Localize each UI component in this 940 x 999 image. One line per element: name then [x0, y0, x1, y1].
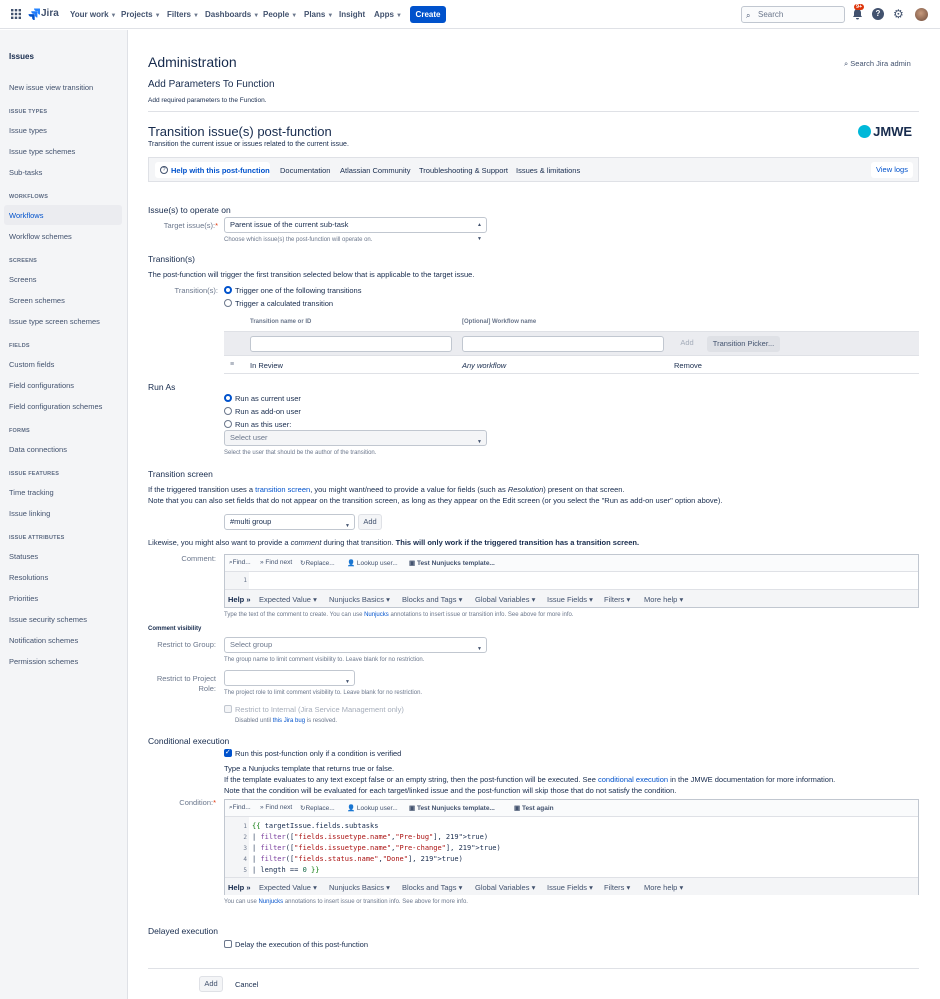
target-issues-select[interactable]: Parent issue of the current sub-task ▲ ▼ — [224, 217, 487, 233]
find-next-button[interactable]: » Find next — [260, 559, 293, 566]
workflow-name-input[interactable] — [462, 336, 664, 352]
sidebar-item-field-configurations[interactable]: Field configurations — [9, 381, 75, 390]
documentation-link[interactable]: Documentation — [280, 166, 331, 175]
troubleshooting-support-link[interactable]: Troubleshooting & Support — [419, 166, 508, 175]
app-switcher-icon[interactable] — [11, 9, 21, 19]
transition-screen-heading: Transition screen — [148, 469, 213, 479]
replace-button[interactable]: ↻Replace... — [300, 805, 335, 812]
line-number: 2 — [243, 834, 247, 841]
run-as-current-user-label: Run as current user — [235, 394, 301, 403]
run-as-heading: Run As — [148, 382, 176, 392]
restrict-internal-checkbox[interactable] — [224, 705, 232, 713]
jira-logo-icon — [28, 8, 40, 20]
nav-people[interactable]: People ▼ — [263, 10, 298, 19]
conditional-line3: Note that the condition will be evaluated for each target/linked issue and the post-function will skip those that do not satisfy the condition. — [224, 786, 677, 795]
issues-limitations-link[interactable]: Issues & limitations — [516, 166, 581, 175]
post-function-title: Transition issue(s) post-function — [148, 124, 332, 139]
add-parameters-heading: Add Parameters To Function — [148, 79, 275, 90]
restrict-group-label: Restrict to Group: — [157, 640, 216, 649]
chevron-down-icon: ▼ — [396, 13, 402, 19]
code-line: | filter(["fields.status.name","Done"], 219">true) — [252, 855, 463, 863]
sidebar-item-resolutions[interactable]: Resolutions — [9, 573, 49, 582]
delayed-execution-heading: Delayed execution — [148, 926, 218, 936]
transitions-heading: Transition(s) — [148, 254, 195, 264]
nunjucks-basics-menu[interactable]: Nunjucks Basics ▾ — [329, 595, 390, 604]
divider — [148, 968, 919, 969]
target-issues-label: Target issue(s):* — [163, 221, 218, 230]
radio-trigger-calculated-label: Trigger a calculated transition — [235, 299, 334, 308]
chevron-down-icon: ▼ — [110, 13, 117, 19]
comment-label: Comment: — [181, 554, 216, 563]
remove-transition-link[interactable]: Remove — [674, 361, 702, 370]
conditional-execution-heading: Conditional execution — [148, 736, 230, 746]
more-help-menu[interactable]: More help ▾ — [644, 883, 684, 892]
radio-run-as-current-user[interactable] — [224, 394, 232, 402]
chevron-down-icon: ▼ — [154, 13, 161, 19]
nav-insight[interactable]: Insight — [339, 10, 366, 19]
app-name: Jira — [41, 8, 59, 19]
chevron-down-icon: ▼ — [345, 523, 350, 529]
nav-filters[interactable]: Filters ▼ — [167, 10, 199, 19]
settings-gear-icon[interactable]: ⚙ — [893, 7, 904, 21]
sidebar-item-screens[interactable]: Screens — [9, 275, 37, 284]
sidebar-item-issue-security-schemes[interactable]: Issue security schemes — [9, 615, 87, 624]
transition-screen-line1: If the triggered transition uses a transition screen, you might want/need to provide a value for fields (such as Resolution) present on that screen. — [148, 485, 625, 494]
condition-hint: You can use Nunjucks annotations to insert issue or transition info. See above for more info. — [224, 899, 468, 905]
search-jira-admin-link[interactable]: ⌕ Search Jira admin — [844, 59, 911, 68]
transition-add-row — [224, 331, 919, 356]
sidebar-title: Issues — [9, 52, 34, 61]
create-button[interactable]: Create — [410, 6, 446, 23]
restrict-role-hint: The project role to limit comment visibility to. Leave blank for no restriction. — [224, 690, 423, 696]
help-menu[interactable]: Help » — [228, 595, 251, 604]
sidebar-item-notification-schemes[interactable]: Notification schemes — [9, 636, 79, 645]
run-as-addon-user-label: Run as add-on user — [235, 407, 301, 416]
chevron-down-icon: ▼ — [327, 13, 334, 19]
comment-visibility-heading: Comment visibility — [148, 626, 202, 632]
global-variables-menu[interactable]: Global Variables ▾ — [475, 595, 536, 604]
nunjucks-link[interactable]: Nunjucks — [364, 612, 389, 618]
atlassian-community-link[interactable]: Atlassian Community — [340, 166, 411, 175]
sidebar-item-new-issue-view-transition[interactable]: New issue view transition — [9, 83, 94, 92]
nav-plans[interactable]: Plans ▼ — [304, 10, 334, 19]
chevron-down-icon: ▼ — [345, 679, 350, 685]
sidebar-item-priorities[interactable]: Priorities — [9, 594, 39, 603]
line-number: 3 — [243, 845, 247, 852]
nunjucks-basics-menu[interactable]: Nunjucks Basics ▾ — [329, 883, 390, 892]
sidebar-section-issue-attributes: ISSUE ATTRIBUTES — [9, 535, 65, 541]
expected-value-menu[interactable]: Expected Value ▾ — [259, 595, 317, 604]
restrict-role-label-2: Role: — [198, 684, 216, 693]
filters-menu[interactable]: Filters ▾ — [604, 595, 631, 604]
radio-run-as-addon-user[interactable] — [224, 407, 232, 415]
restrict-internal-label: Restrict to Internal (Jira Service Management only) — [235, 705, 404, 714]
condition-label: Condition:* — [179, 798, 216, 807]
help-with-post-function-button[interactable]: ? Help with this post-function — [155, 162, 270, 178]
notification-badge: 9+ — [856, 4, 863, 10]
page-title: Administration — [148, 54, 237, 70]
more-help-menu[interactable]: More help ▾ — [644, 595, 684, 604]
code-line: | filter(["fields.issuetype.name","Pre-bug"], 219">true) — [252, 833, 489, 841]
chevron-down-icon: ▼ — [291, 13, 298, 19]
blocks-and-tags-menu[interactable]: Blocks and Tags ▾ — [402, 595, 463, 604]
transition-screen-line2: Note that you can also set fields that do not appear on the transition screen, as long as they appear on the Edit screen (or you select the "Run as add-on user" option above). — [148, 496, 723, 505]
condition-toolbar — [225, 800, 918, 817]
issue-fields-menu[interactable]: Issue Fields ▾ — [547, 883, 593, 892]
radio-trigger-following-label: Trigger one of the following transitions — [235, 286, 362, 295]
chevron-down-icon: ▼ — [253, 13, 260, 19]
add-parameters-desc: Add required parameters to the Function. — [148, 97, 267, 104]
lookup-user-button[interactable]: 👤 Lookup user... — [347, 560, 398, 567]
help-icon[interactable]: ? — [872, 8, 884, 20]
sidebar-section-workflows: WORKFLOWS — [9, 194, 49, 200]
find-next-button[interactable]: » Find next — [260, 804, 293, 811]
radio-trigger-following[interactable] — [224, 286, 232, 294]
nav-projects[interactable]: Projects ▼ — [121, 10, 161, 19]
transition-picker-button[interactable]: Transition Picker... — [707, 336, 780, 352]
issues-to-operate-heading: Issue(s) to operate on — [148, 205, 231, 215]
chevron-down-icon: ▼ — [477, 646, 482, 652]
restrict-group-select[interactable]: Select group ▼ — [224, 637, 487, 653]
test-nunjucks-button[interactable]: ▣ Test Nunjucks template... — [409, 560, 495, 567]
search-icon: ⌕ — [746, 11, 751, 20]
restrict-group-hint: The group name to limit comment visibility to. Leave blank for no restriction. — [224, 657, 425, 663]
expected-value-menu[interactable]: Expected Value ▾ — [259, 883, 317, 892]
add-field-button[interactable]: Add — [358, 514, 382, 530]
comment-intro: Likewise, you might also want to provide a comment during that transition. This will only work if the triggered transition has a transition screen. — [148, 538, 640, 547]
comment-editor[interactable] — [224, 554, 919, 608]
sidebar-section-issue-features: ISSUE FEATURES — [9, 471, 60, 477]
transition-row-name: In Review — [250, 361, 283, 370]
admin-sidebar — [0, 30, 128, 999]
blocks-and-tags-menu[interactable]: Blocks and Tags ▾ — [402, 883, 463, 892]
help-links-bar — [148, 157, 919, 182]
jmwe-logo-icon — [858, 125, 871, 138]
sidebar-section-forms: FORMS — [9, 428, 30, 434]
drag-handle-icon[interactable]: ≡ — [230, 361, 235, 368]
disabled-note: Disabled until this Jira bug is resolved. — [235, 718, 338, 724]
test-again-button[interactable]: ▣ Test again — [514, 805, 554, 812]
cancel-link[interactable]: Cancel — [235, 980, 259, 989]
run-as-this-user-label: Run as this user: — [235, 420, 292, 429]
notifications-icon[interactable] — [852, 4, 864, 20]
sidebar-item-custom-fields[interactable]: Custom fields — [9, 360, 55, 369]
sidebar-item-workflow-schemes[interactable]: Workflow schemes — [9, 232, 72, 241]
line-number: 5 — [243, 867, 247, 874]
transition-row — [224, 356, 919, 374]
sidebar-section-fields: FIELDS — [9, 343, 30, 349]
lookup-user-button[interactable]: 👤 Lookup user... — [347, 805, 398, 812]
comment-toolbar — [225, 555, 918, 572]
code-line: | filter(["fields.issuetype.name","Pre-change"], 219">true) — [252, 844, 501, 852]
test-nunjucks-button[interactable]: ▣ Test Nunjucks template... — [409, 805, 495, 812]
chevron-down-icon: ▲ ▼ — [477, 222, 482, 242]
sidebar-section-screens: SCREENS — [9, 258, 37, 264]
nunjucks-link[interactable]: Nunjucks — [258, 899, 284, 905]
search-icon: ⌕ — [844, 59, 849, 68]
condition-help-bar — [225, 877, 918, 895]
run-if-condition-checkbox[interactable] — [224, 749, 232, 757]
sidebar-item-field-configuration-schemes[interactable]: Field configuration schemes — [9, 402, 103, 411]
col-workflow-name: [Optional] Workflow name — [462, 319, 537, 325]
line-number: 4 — [243, 856, 247, 863]
chevron-down-icon: ▼ — [477, 439, 482, 445]
sidebar-item-issue-linking[interactable]: Issue linking — [9, 509, 51, 518]
add-button[interactable]: Add — [199, 976, 223, 992]
jmwe-logo: JMWE — [858, 124, 912, 139]
help-menu[interactable]: Help » — [228, 883, 251, 892]
sidebar-section-issue-types: ISSUE TYPES — [9, 109, 48, 115]
sidebar-item-data-connections[interactable]: Data connections — [9, 445, 67, 454]
global-variables-menu[interactable]: Global Variables ▾ — [475, 883, 536, 892]
issue-fields-menu[interactable]: Issue Fields ▾ — [547, 595, 593, 604]
transition-screen-link[interactable]: transition screen — [255, 485, 311, 494]
sidebar-item-statuses[interactable]: Statuses — [9, 552, 39, 561]
jira-logo[interactable] — [28, 8, 59, 22]
radio-trigger-calculated[interactable] — [224, 299, 232, 307]
divider — [148, 111, 919, 112]
user-avatar[interactable] — [915, 8, 928, 21]
code-line: | length == 0 }} — [252, 866, 320, 874]
conditional-line1: Type a Nunjucks template that returns true or false. — [224, 764, 395, 773]
sidebar-item-issue-type-schemes[interactable]: Issue type schemes — [9, 147, 76, 156]
top-navigation-bar — [0, 0, 940, 29]
sidebar-item-permission-schemes[interactable]: Permission schemes — [9, 657, 79, 666]
col-transition-name: Transition name or ID — [250, 319, 312, 325]
radio-run-as-this-user[interactable] — [224, 420, 232, 428]
sidebar-item-screen-schemes[interactable]: Screen schemes — [9, 296, 65, 305]
chevron-down-icon: ▼ — [193, 13, 199, 19]
condition-editor[interactable] — [224, 799, 919, 895]
find-button[interactable]: ⌕Find... — [229, 804, 251, 811]
run-as-user-select[interactable]: Select user ▼ — [224, 430, 487, 446]
conditional-line2: If the template evaluates to any text except false or an empty string, then the post-function will be executed. See conditional execution in the JMWE documentation for more information. — [224, 775, 836, 784]
info-icon: ? — [160, 166, 168, 174]
delay-execution-label: Delay the execution of this post-function — [235, 940, 368, 949]
run-as-hint: Select the user that should be the author of the transition. — [224, 450, 377, 456]
line-number: 1 — [243, 823, 247, 830]
replace-button[interactable]: ↻Replace... — [300, 560, 335, 567]
sidebar-item-workflows[interactable]: Workflows — [9, 211, 44, 220]
code-line: {{ targetIssue.fields.subtasks — [252, 822, 379, 830]
restrict-role-label-1: Restrict to Project — [156, 674, 216, 683]
nav-dashboards[interactable]: Dashboards ▼ — [205, 10, 260, 19]
transition-row-workflow: Any workflow — [462, 361, 507, 370]
view-logs-button[interactable]: View logs — [871, 162, 913, 178]
nav-apps[interactable]: Apps ▼ — [374, 10, 402, 19]
add-transition-button[interactable]: Add — [680, 338, 694, 347]
target-issues-hint: Choose which issue(s) the post-function will operate on. — [224, 237, 373, 243]
nav-your-work[interactable]: Your work ▼ — [70, 10, 117, 19]
sidebar-item-sub-tasks[interactable]: Sub-tasks — [9, 168, 43, 177]
transitions-desc: The post-function will trigger the first transition selected below that is applicable to the target issue. — [148, 270, 475, 279]
transitions-label: Transition(s): — [174, 286, 218, 295]
search-input[interactable] — [741, 6, 845, 23]
sidebar-item-time-tracking[interactable]: Time tracking — [9, 488, 54, 497]
line-number: 1 — [243, 577, 247, 584]
conditional-execution-link[interactable]: conditional execution — [597, 775, 669, 784]
sidebar-item-issue-type-screen-schemes[interactable]: Issue type screen schemes — [9, 317, 100, 326]
find-button[interactable]: ⌕Find... — [229, 559, 251, 566]
jira-bug-link[interactable]: this Jira bug — [272, 718, 306, 724]
comment-hint: Type the text of the comment to create. You can use Nunjucks annotations to insert issue or transition info. See above for more info. — [224, 612, 574, 618]
comment-help-bar — [225, 589, 918, 607]
post-function-desc: Transition the current issue or issues related to the current issue. — [148, 141, 349, 148]
delay-execution-checkbox[interactable] — [224, 940, 232, 948]
sidebar-item-issue-types[interactable]: Issue types — [9, 126, 47, 135]
filters-menu[interactable]: Filters ▾ — [604, 883, 631, 892]
search-placeholder: Search — [758, 10, 784, 19]
restrict-role-select[interactable] — [224, 670, 355, 686]
field-select[interactable]: #multi group ▼ — [224, 514, 355, 530]
transition-name-input[interactable] — [250, 336, 452, 352]
run-if-condition-label: Run this post-function only if a condition is verified — [235, 749, 402, 758]
